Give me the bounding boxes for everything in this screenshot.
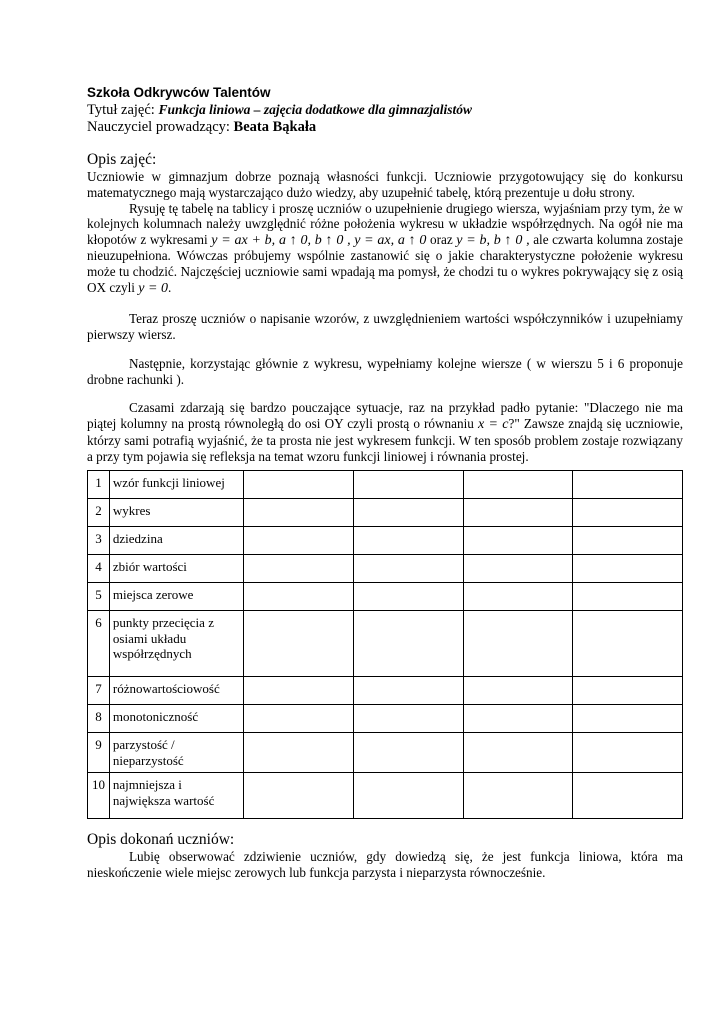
empty-cell[interactable] [354, 527, 464, 555]
description-paragraph-3: Teraz proszę uczniów o napisanie wzorów, z uwzględnieniem wartości współczynników i uzupełniamy pierwszy wiersz. [87, 311, 683, 342]
table-row [88, 471, 683, 499]
formula-5: x = c [477, 417, 509, 433]
empty-cell[interactable] [354, 677, 464, 705]
empty-cell[interactable] [244, 611, 354, 677]
empty-cell[interactable] [573, 555, 683, 583]
table-row [88, 705, 683, 733]
table-row [88, 611, 683, 677]
row-number: 9 [88, 733, 110, 773]
row-number: 6 [88, 611, 110, 677]
teacher-label: Nauczyciel prowadzący: [87, 119, 230, 135]
row-number: 8 [88, 705, 110, 733]
title-value: Funkcja liniowa – zajęcia dodatkowe dla gimnazjalistów [158, 102, 472, 117]
empty-cell[interactable] [244, 527, 354, 555]
paragraph-2-end: . [167, 279, 172, 295]
empty-cell[interactable] [354, 471, 464, 499]
paragraph-5-text-a: Czasami zdarzają się bardzo pouczające sytuacje, raz na przykład padło pytanie: "Dlaczego nie ma piątej kolumny na prostą równoległą do osi OY czyli prostą o równaniu [87, 400, 683, 432]
empty-cell[interactable] [244, 583, 354, 611]
empty-cell[interactable] [463, 583, 573, 611]
title-label: Tytuł zajęć: [87, 102, 155, 118]
formula-3: y = b, b ↑ 0 , [456, 232, 530, 248]
empty-cell[interactable] [354, 583, 464, 611]
school-name: Szkoła Odkrywców Talentów [87, 85, 271, 100]
empty-cell[interactable] [354, 733, 464, 773]
row-label: monotoniczność [109, 705, 244, 733]
empty-cell[interactable] [463, 471, 573, 499]
teacher-line [87, 119, 683, 136]
empty-cell[interactable] [354, 705, 464, 733]
formula-2: y = ax, a ↑ 0 [354, 232, 427, 248]
description-paragraph-4: Następnie, korzystając głównie z wykresu, wypełniamy kolejne wiersze ( w wierszu 5 i 6 proponuje drobne rachunki ). [87, 355, 683, 387]
empty-cell[interactable] [463, 555, 573, 583]
row-number: 1 [88, 471, 110, 499]
table-row [88, 527, 683, 555]
paragraph-5-text-b: ?" Zawsze znajdą się uczniowie, którzy sami potrafią wyjaśnić, że ta prosta nie jest wykresem funkcji. W ten sposób problem zostaje rozwiązany a przy tym pojawia się refleksja na temat wzoru funkcji liniowej i równania prostej. [87, 416, 684, 464]
description-paragraph-2 [87, 201, 683, 297]
empty-cell[interactable] [573, 677, 683, 705]
properties-table [87, 470, 683, 819]
row-label: zbiór wartości [109, 555, 244, 583]
empty-cell[interactable] [573, 471, 683, 499]
empty-cell[interactable] [463, 527, 573, 555]
row-number: 4 [88, 555, 110, 583]
empty-cell[interactable] [463, 773, 573, 819]
row-number: 3 [88, 527, 110, 555]
table-row [88, 733, 683, 773]
formula-4: y = 0 [138, 280, 168, 296]
empty-cell[interactable] [573, 773, 683, 819]
table-row [88, 773, 683, 819]
row-number: 2 [88, 499, 110, 527]
row-label: parzystość / nieparzystość [109, 733, 244, 773]
description-paragraph-1: Uczniowie w gimnazjum dobrze poznają własności funkcji. Uczniowie przygotowujący się do konkursu matematycznego mają wystarczająco dużo wiedzy, aby uzupełnić tabelę, którą prezentuje u dołu strony. [87, 169, 683, 200]
empty-cell[interactable] [573, 499, 683, 527]
empty-cell[interactable] [463, 499, 573, 527]
empty-cell[interactable] [463, 733, 573, 773]
empty-cell[interactable] [573, 733, 683, 773]
empty-cell[interactable] [573, 583, 683, 611]
table-row [88, 499, 683, 527]
table-row [88, 555, 683, 583]
empty-cell[interactable] [244, 773, 354, 819]
achievements-paragraph: Lubię obserwować zdziwienie uczniów, gdy dowiedzą się, że jest funkcja liniowa, która ma nieskończenie wiele miejsc zerowych lub funkcja parzysta i nieparzysta równocześnie. [87, 849, 683, 880]
empty-cell[interactable] [463, 611, 573, 677]
achievements-section [87, 831, 683, 881]
formula-1: y = ax + b, a ↑ 0, b ↑ 0 , [211, 232, 351, 248]
description-paragraph-5 [87, 400, 683, 464]
row-label: miejsca zerowe [109, 583, 244, 611]
row-number: 5 [88, 583, 110, 611]
empty-cell[interactable] [244, 733, 354, 773]
empty-cell[interactable] [573, 527, 683, 555]
empty-cell[interactable] [354, 555, 464, 583]
row-number: 10 [88, 773, 110, 819]
empty-cell[interactable] [354, 499, 464, 527]
empty-cell[interactable] [573, 705, 683, 733]
row-label: wykres [109, 499, 244, 527]
row-number: 7 [88, 677, 110, 705]
row-label: różnowartościowość [109, 677, 244, 705]
empty-cell[interactable] [244, 499, 354, 527]
empty-cell[interactable] [463, 677, 573, 705]
empty-cell[interactable] [244, 471, 354, 499]
achievements-heading: Opis dokonań uczniów: [87, 831, 235, 848]
empty-cell[interactable] [354, 773, 464, 819]
empty-cell[interactable] [354, 611, 464, 677]
row-label: najmniejsza i największa wartość [109, 773, 244, 819]
empty-cell[interactable] [244, 677, 354, 705]
paragraph-2-text-b: oraz [430, 231, 453, 247]
row-label: dziedzina [109, 527, 244, 555]
table-row [88, 677, 683, 705]
row-label: wzór funkcji liniowej [109, 471, 244, 499]
title-line [87, 101, 683, 119]
table-row [88, 583, 683, 611]
description-heading: Opis zajęć: [87, 151, 157, 168]
paragraph-2-text-c: ale czwarta kolumna zostaje nieuzupełniona. Wówczas próbujemy wspólnie zastanowić się o jakie charakterystyczne położenie wykresu może tu chodzić. Najczęściej uczniowie sami wpadają ma pomysł, że chodzi tu o wykres pokrywający się z osią OX czyli [87, 231, 684, 295]
empty-cell[interactable] [573, 611, 683, 677]
empty-cell[interactable] [244, 705, 354, 733]
empty-cell[interactable] [244, 555, 354, 583]
paragraph-2-text-a: Rysuję tę tabelę na tablicy i proszę uczniów o uzupełnienie drugiego wiersza, wyjaśniam przy tym, że w kolejnych kolumnach należy uwzględnić różne położenia wykresu w układzie współrzędnych. Na ogół nie ma kłopotów z wykresami [87, 200, 683, 247]
document-body [87, 84, 683, 465]
empty-cell[interactable] [463, 705, 573, 733]
teacher-value: Beata Bąkała [233, 119, 317, 135]
row-label: punkty przecięcia z osiami układu współrzędnych [109, 611, 244, 677]
